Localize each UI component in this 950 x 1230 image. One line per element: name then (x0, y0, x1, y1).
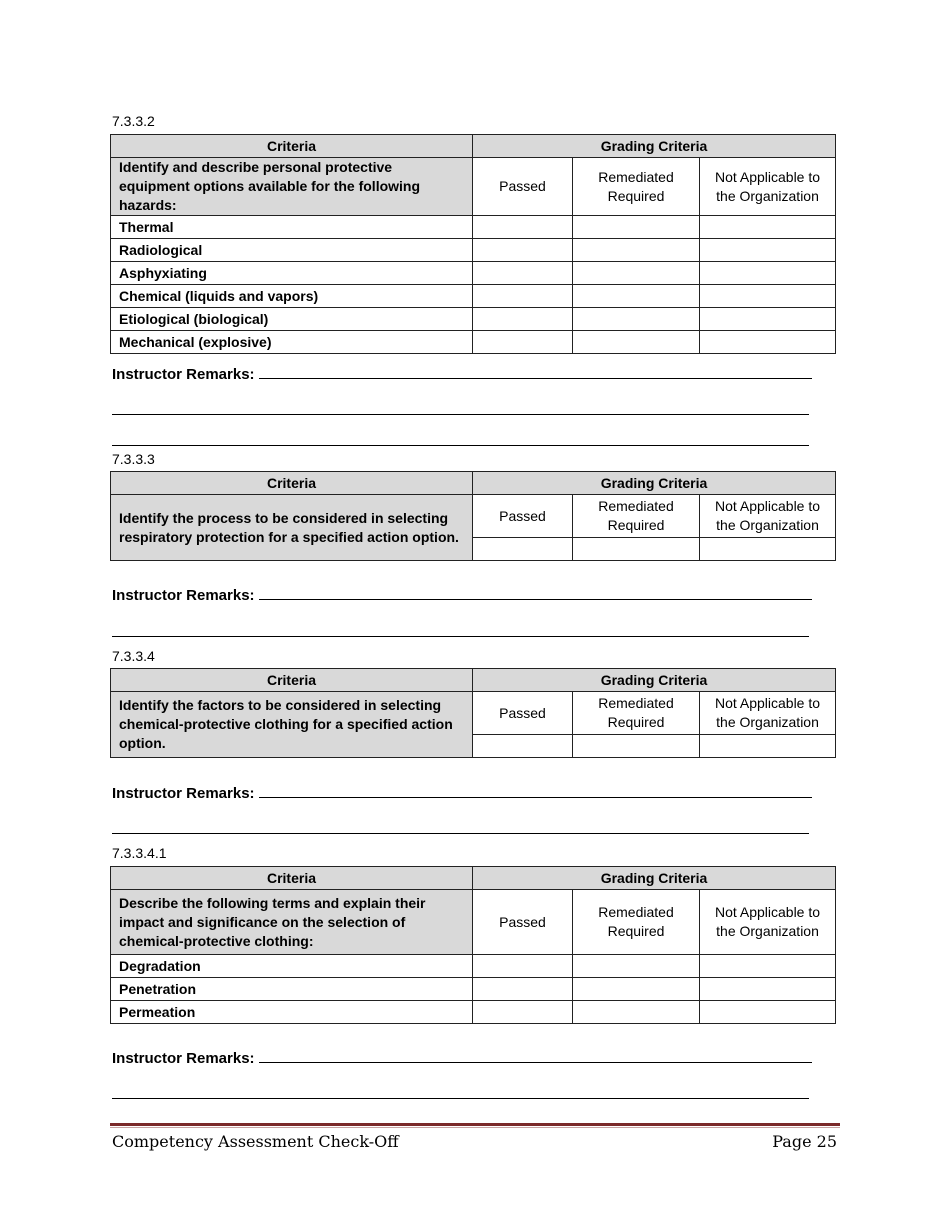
table-row (111, 285, 836, 308)
table-row (111, 955, 836, 978)
criteria-description: Identify the factors to be considered in selecting chemical-protective clothing for a specified action option. (111, 692, 473, 758)
page-number: Page 25 (772, 1132, 837, 1151)
hazard-item: Thermal (111, 216, 473, 239)
remediated-cell[interactable] (573, 538, 700, 561)
remarks-label: Instructor Remarks: (112, 587, 255, 604)
remarks-line[interactable] (259, 585, 812, 600)
remediated-header: Remediated Required (573, 158, 700, 216)
passed-cell[interactable] (473, 1001, 573, 1024)
passed-cell[interactable] (473, 538, 573, 561)
passed-header: Passed (473, 890, 573, 955)
table-row (111, 216, 836, 239)
passed-cell[interactable] (473, 308, 573, 331)
grading-criteria-header: Grading Criteria (473, 472, 836, 495)
not-applicable-cell[interactable] (700, 1001, 836, 1024)
not-applicable-header: Not Applicable to the Organization (700, 890, 836, 955)
grading-criteria-header: Grading Criteria (473, 669, 836, 692)
remarks-label: Instructor Remarks: (112, 785, 255, 802)
criteria-header: Criteria (111, 135, 473, 158)
remediated-header: Remediated Required (573, 692, 700, 735)
passed-cell[interactable] (473, 262, 573, 285)
hazard-item: Mechanical (explosive) (111, 331, 473, 354)
table-row (111, 239, 836, 262)
not-applicable-cell[interactable] (700, 262, 836, 285)
remarks-label: Instructor Remarks: (112, 1050, 255, 1067)
not-applicable-cell[interactable] (700, 308, 836, 331)
hazard-item: Chemical (liquids and vapors) (111, 285, 473, 308)
remediated-cell[interactable] (573, 239, 700, 262)
remarks-line[interactable] (112, 1098, 809, 1099)
term-item: Degradation (111, 955, 473, 978)
not-applicable-cell[interactable] (700, 216, 836, 239)
not-applicable-cell[interactable] (700, 735, 836, 758)
not-applicable-cell[interactable] (700, 331, 836, 354)
remediated-cell[interactable] (573, 978, 700, 1001)
not-applicable-cell[interactable] (700, 538, 836, 561)
table-row (111, 978, 836, 1001)
criteria-table (110, 866, 836, 1024)
grading-criteria-header: Grading Criteria (473, 867, 836, 890)
passed-cell[interactable] (473, 216, 573, 239)
not-applicable-header: Not Applicable to the Organization (700, 692, 836, 735)
hazard-item: Radiological (111, 239, 473, 262)
passed-header: Passed (473, 495, 573, 538)
criteria-description: Describe the following terms and explain their impact and significance on the selection of chemical-protective clothing: (111, 890, 473, 955)
hazard-item: Asphyxiating (111, 262, 473, 285)
remarks-line[interactable] (259, 364, 812, 379)
remediated-header: Remediated Required (573, 495, 700, 538)
not-applicable-header: Not Applicable to the Organization (700, 495, 836, 538)
table-row (111, 262, 836, 285)
not-applicable-cell[interactable] (700, 239, 836, 262)
remediated-cell[interactable] (573, 955, 700, 978)
criteria-description: Identify the process to be considered in selecting respiratory protection for a specified action option. (111, 495, 473, 561)
criteria-header: Criteria (111, 472, 473, 495)
instructor-remarks (112, 1048, 812, 1067)
term-item: Penetration (111, 978, 473, 1001)
passed-cell[interactable] (473, 735, 573, 758)
remarks-line[interactable] (112, 414, 809, 415)
remediated-header: Remediated Required (573, 890, 700, 955)
remarks-line[interactable] (112, 445, 809, 446)
footer-title: Competency Assessment Check-Off (112, 1132, 399, 1151)
section-number: 7.3.3.2 (112, 113, 155, 129)
section-number: 7.3.3.4 (112, 648, 155, 664)
remarks-label: Instructor Remarks: (112, 366, 255, 383)
not-applicable-cell[interactable] (700, 978, 836, 1001)
remediated-cell[interactable] (573, 308, 700, 331)
footer-rule-thin (110, 1127, 840, 1128)
not-applicable-cell[interactable] (700, 285, 836, 308)
section-number: 7.3.3.3 (112, 451, 155, 467)
not-applicable-header: Not Applicable to the Organization (700, 158, 836, 216)
passed-cell[interactable] (473, 285, 573, 308)
passed-header: Passed (473, 158, 573, 216)
instructor-remarks (112, 364, 812, 383)
passed-cell[interactable] (473, 331, 573, 354)
criteria-table (110, 134, 836, 354)
passed-cell[interactable] (473, 239, 573, 262)
footer-rule (110, 1123, 840, 1126)
remediated-cell[interactable] (573, 331, 700, 354)
criteria-description: Identify and describe personal protective equipment options available for the following hazards: (111, 158, 473, 216)
instructor-remarks (112, 783, 812, 802)
passed-cell[interactable] (473, 978, 573, 1001)
criteria-table (110, 471, 836, 561)
criteria-header: Criteria (111, 669, 473, 692)
remediated-cell[interactable] (573, 735, 700, 758)
passed-header: Passed (473, 692, 573, 735)
criteria-table (110, 668, 836, 758)
remarks-line[interactable] (112, 636, 809, 637)
remediated-cell[interactable] (573, 216, 700, 239)
table-row (111, 308, 836, 331)
passed-cell[interactable] (473, 955, 573, 978)
section-number: 7.3.3.4.1 (112, 845, 167, 861)
remarks-line[interactable] (259, 1048, 812, 1063)
remarks-line[interactable] (259, 783, 812, 798)
table-row (111, 1001, 836, 1024)
remediated-cell[interactable] (573, 262, 700, 285)
remediated-cell[interactable] (573, 1001, 700, 1024)
grading-criteria-header: Grading Criteria (473, 135, 836, 158)
table-row (111, 331, 836, 354)
term-item: Permeation (111, 1001, 473, 1024)
hazard-item: Etiological (biological) (111, 308, 473, 331)
criteria-header: Criteria (111, 867, 473, 890)
instructor-remarks (112, 585, 812, 604)
not-applicable-cell[interactable] (700, 955, 836, 978)
remarks-line[interactable] (112, 833, 809, 834)
remediated-cell[interactable] (573, 285, 700, 308)
